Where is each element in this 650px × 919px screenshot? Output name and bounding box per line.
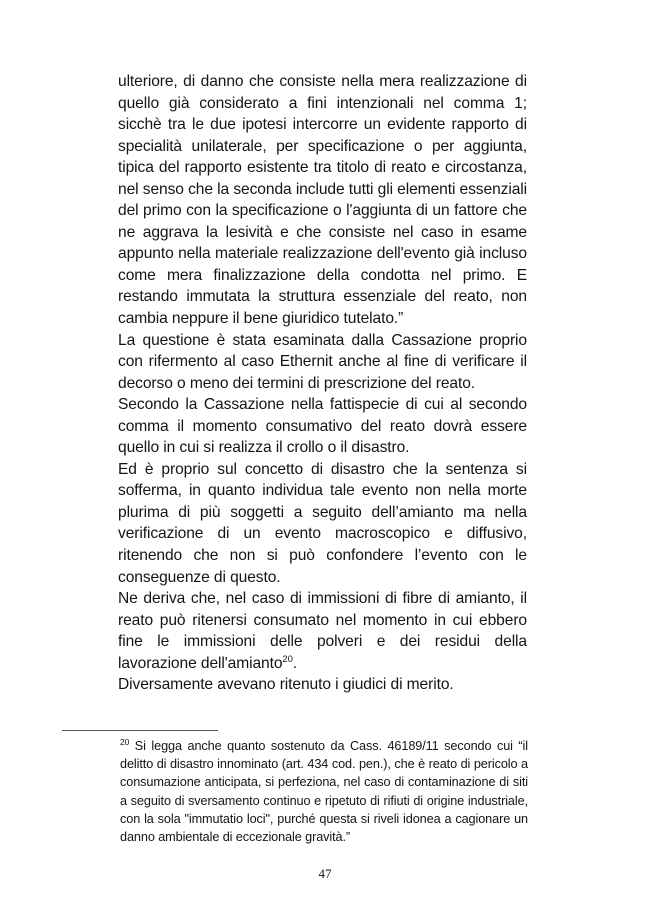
footnote-paragraph (120, 737, 528, 846)
footnote-reference[interactable]: 20 (282, 653, 293, 665)
page-number: 47 (318, 866, 332, 881)
paragraph-4: Ed è proprio sul concetto di disastro che la sentenza si sofferma, in quanto individua tale evento non nella morte plurima di più soggetti a seguito dell’amianto ma nella verificazione di un evento macroscopico e diffusivo, ritenendo che non si può confondere l’evento con le conseguenze di questo. (118, 460, 527, 586)
paragraph-5-text: Ne deriva che, nel caso di immissioni di fibre di amianto, il reato può ritenersi consumato nel momento in cui ebbero fine le immissioni delle polveri e dei residui della lavorazione dell'amianto (118, 590, 527, 672)
paragraph-3: Secondo la Cassazione nella fattispecie di cui al secondo comma il momento consumativo del reato dovrà essere quello in cui si realizza il crollo o il disastro. (118, 396, 527, 457)
footnote-text: Si legga anche quanto sostenuto da Cass. 46189/11 secondo cui “il delitto di disastro innominato (art. 434 cod. pen.), che è reato di pericolo a consumazione anticipata, si perfeziona, nel caso di contaminazione di siti a seguito di sversamento continuo e ripetuto di rifiuti di origine industriale, con la sola "immutatio loci", purché questa si riveli idonea a cagionare un danno ambientale di eccezionale gravità.” (120, 739, 528, 845)
paragraph-1: ulteriore, di danno che consiste nella mera realizzazione di quello già considerato a fini intenzionali nel comma 1; sicchè tra le due ipotesi intercorre un evidente rapporto di specialità unilaterale, per specificazione o per aggiunta, tipica del rapporto esistente tra titolo di reato e circostanza, nel senso che la seconda include tutti gli elementi essenziali del primo con la specificazione o l'aggiunta di un fattore che ne aggrava la lesività e che consiste nel caso in esame appunto nella materiale realizzazione dell'evento già incluso come mera finalizzazione della condotta nel primo. E restando immutata la struttura essenziale del reato, non cambia neppure il bene giuridico tutelato.” (118, 73, 528, 328)
paragraph-2: La questione è stata esaminata dalla Cassazione proprio con rifermento al caso Ethernit anche al fine di verificare il decorso o meno dei termini di prescrizione del reato. (118, 331, 527, 392)
paragraph-6: Diversamente avevano ritenuto i giudici di merito. (118, 676, 454, 694)
footnote-separator (62, 730, 218, 731)
footnote (120, 737, 528, 846)
body-text (118, 71, 527, 696)
paragraph-5 (118, 588, 527, 674)
paragraph-5-end: . (292, 654, 298, 672)
footnote-number: 20 (120, 736, 130, 747)
